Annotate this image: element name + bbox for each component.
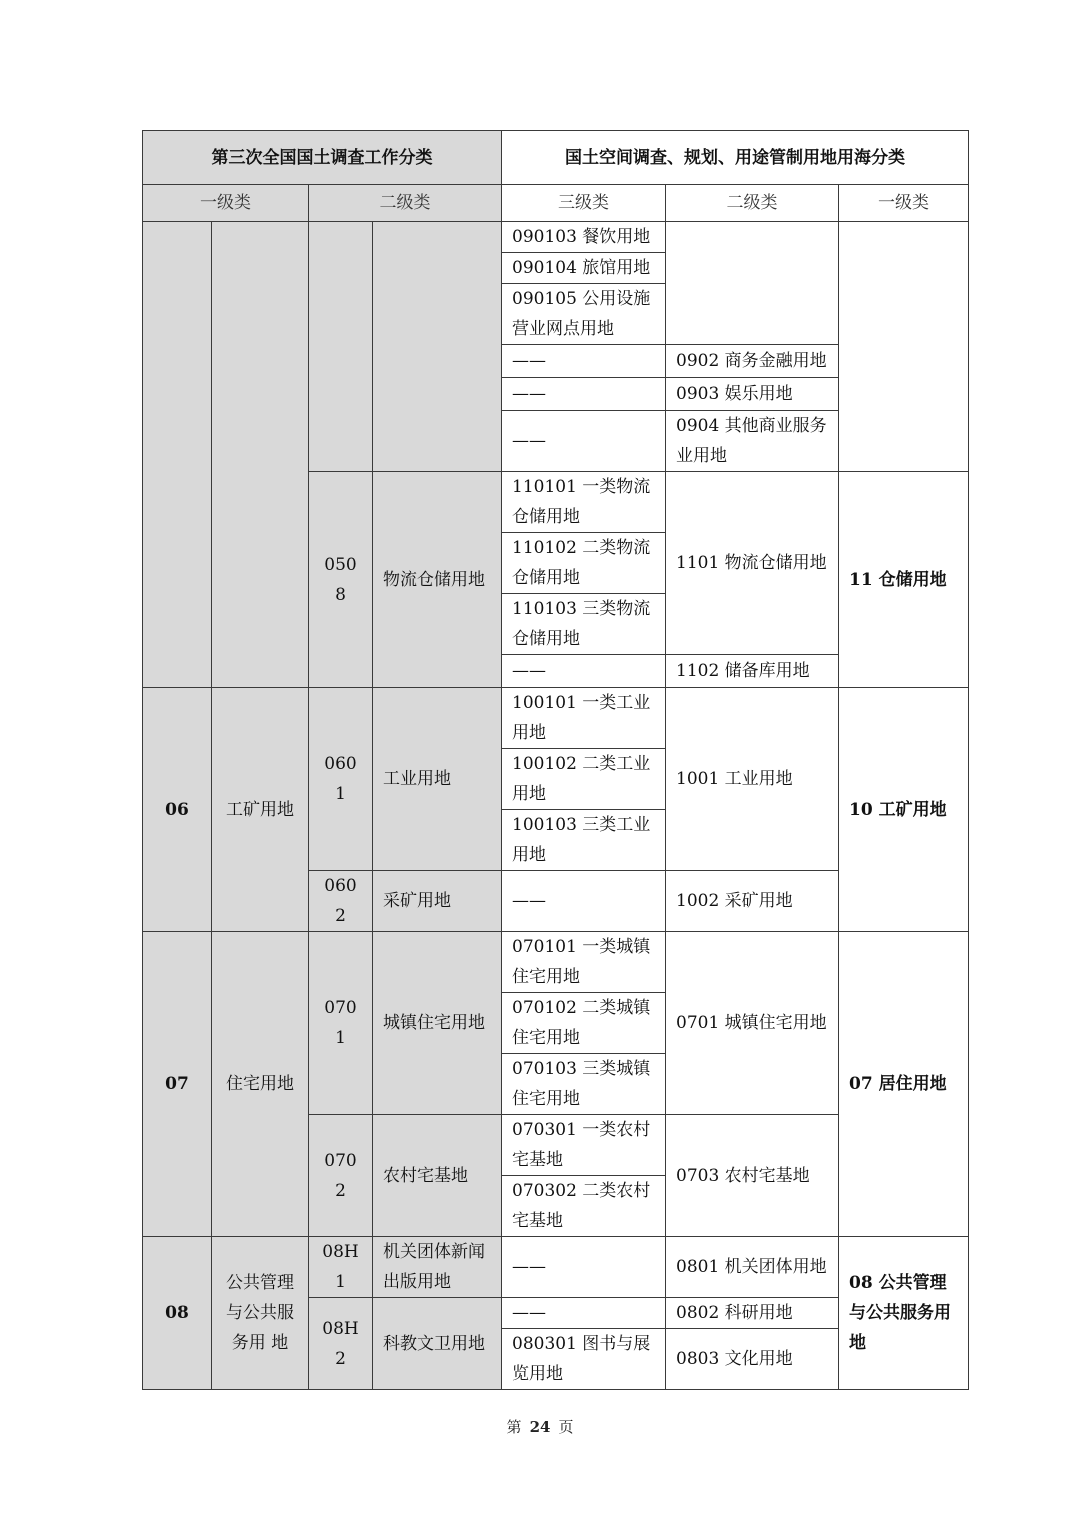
level2-code-cell: 0701 <box>309 932 373 1115</box>
level1-right-header: 一级类 <box>839 185 969 222</box>
dash-cell: —— <box>502 871 666 932</box>
level2-right-cell: 1101 物流仓储用地 <box>666 472 839 655</box>
level1-code-cell: 06 <box>143 688 212 932</box>
level2-right-cell: 0802 科研用地 <box>666 1298 839 1329</box>
level2-code-cell: 08H2 <box>309 1298 373 1390</box>
level2-name-cell: 城镇住宅用地 <box>373 932 502 1115</box>
level1-name-cell: 住宅用地 <box>212 932 309 1237</box>
level1-right-cell <box>839 222 969 472</box>
table-row <box>143 688 969 749</box>
level1-right-cell: 11 仓储用地 <box>839 472 969 688</box>
level2-code-cell: 0508 <box>309 472 373 688</box>
page-prefix: 第 <box>506 1418 522 1436</box>
land-classification-table <box>142 130 969 1390</box>
level1-left-header: 一级类 <box>143 185 309 222</box>
level2-name-cell: 工业用地 <box>373 688 502 871</box>
level2-code-cell: 08H1 <box>309 1237 373 1298</box>
level2-right-cell: 1001 工业用地 <box>666 688 839 871</box>
level1-code-cell: 08 <box>143 1237 212 1390</box>
level2-code-cell: 0602 <box>309 871 373 932</box>
level2-name-cell: 农村宅基地 <box>373 1115 502 1237</box>
level3-cell: 090103 餐饮用地 <box>502 222 666 253</box>
level2-name-cell <box>373 222 502 472</box>
dash-cell: —— <box>502 378 666 411</box>
level2-right-cell: 1102 储备库用地 <box>666 655 839 688</box>
dash-cell: —— <box>502 1237 666 1298</box>
dash-cell: —— <box>502 345 666 378</box>
level1-name-cell: 公共管理与公共服务用 地 <box>212 1237 309 1390</box>
level2-right-cell: 0803 文化用地 <box>666 1329 839 1390</box>
level2-right-cell: 0703 农村宅基地 <box>666 1115 839 1237</box>
level2-right-cell: 1002 采矿用地 <box>666 871 839 932</box>
dash-cell: —— <box>502 1298 666 1329</box>
right-title: 国土空间调查、规划、用途管制用地用海分类 <box>502 131 969 185</box>
page-number-value: 24 <box>529 1418 551 1436</box>
level3-cell: 080301 图书与展览用地 <box>502 1329 666 1390</box>
level2-name-cell: 采矿用地 <box>373 871 502 932</box>
level3-cell: 070102 二类城镇住宅用地 <box>502 993 666 1054</box>
level3-cell: 110101 一类物流仓储用地 <box>502 472 666 533</box>
level3-cell: 100103 三类工业用地 <box>502 810 666 871</box>
level2-name-cell: 科教文卫用地 <box>373 1298 502 1390</box>
level2-left-header: 二级类 <box>309 185 502 222</box>
level2-code-cell: 0702 <box>309 1115 373 1237</box>
level2-code-cell: 0601 <box>309 688 373 871</box>
level2-name-cell: 物流仓储用地 <box>373 472 502 688</box>
level3-cell: 070103 三类城镇住宅用地 <box>502 1054 666 1115</box>
level1-code-cell <box>143 222 212 688</box>
level2-right-cell <box>666 222 839 345</box>
level2-right-cell: 0701 城镇住宅用地 <box>666 932 839 1115</box>
level1-right-cell: 07 居住用地 <box>839 932 969 1237</box>
header-row <box>143 131 969 185</box>
level2-right-header: 二级类 <box>666 185 839 222</box>
subheader-row <box>143 185 969 222</box>
table-row <box>143 222 969 253</box>
page-number <box>0 1416 1080 1437</box>
level1-code-cell: 07 <box>143 932 212 1237</box>
level2-right-cell: 0903 娱乐用地 <box>666 378 839 411</box>
level2-code-cell <box>309 222 373 472</box>
level1-right-cell: 10 工矿用地 <box>839 688 969 932</box>
level3-cell: 090105 公用设施营业网点用地 <box>502 284 666 345</box>
level1-right-cell: 08 公共管理与公共服务用地 <box>839 1237 969 1390</box>
level3-cell: 070302 二类农村宅基地 <box>502 1176 666 1237</box>
level3-cell: 090104 旅馆用地 <box>502 253 666 284</box>
level1-name-cell <box>212 222 309 688</box>
level3-cell: 100102 二类工业用地 <box>502 749 666 810</box>
left-title: 第三次全国国土调查工作分类 <box>143 131 502 185</box>
level3-cell: 070101 一类城镇住宅用地 <box>502 932 666 993</box>
level3-right-header: 三级类 <box>502 185 666 222</box>
page-suffix: 页 <box>558 1418 574 1436</box>
level2-right-cell: 0902 商务金融用地 <box>666 345 839 378</box>
level1-name-cell: 工矿用地 <box>212 688 309 932</box>
level3-cell: 110102 二类物流仓储用地 <box>502 533 666 594</box>
dash-cell: —— <box>502 655 666 688</box>
level2-right-cell: 0904 其他商业服务业用地 <box>666 411 839 472</box>
level3-cell: 100101 一类工业用地 <box>502 688 666 749</box>
dash-cell: —— <box>502 411 666 472</box>
level3-cell: 110103 三类物流仓储用地 <box>502 594 666 655</box>
level2-name-cell: 机关团体新闻出版用地 <box>373 1237 502 1298</box>
table-row <box>143 932 969 993</box>
level2-right-cell: 0801 机关团体用地 <box>666 1237 839 1298</box>
table-row <box>143 1237 969 1298</box>
level3-cell: 070301 一类农村宅基地 <box>502 1115 666 1176</box>
